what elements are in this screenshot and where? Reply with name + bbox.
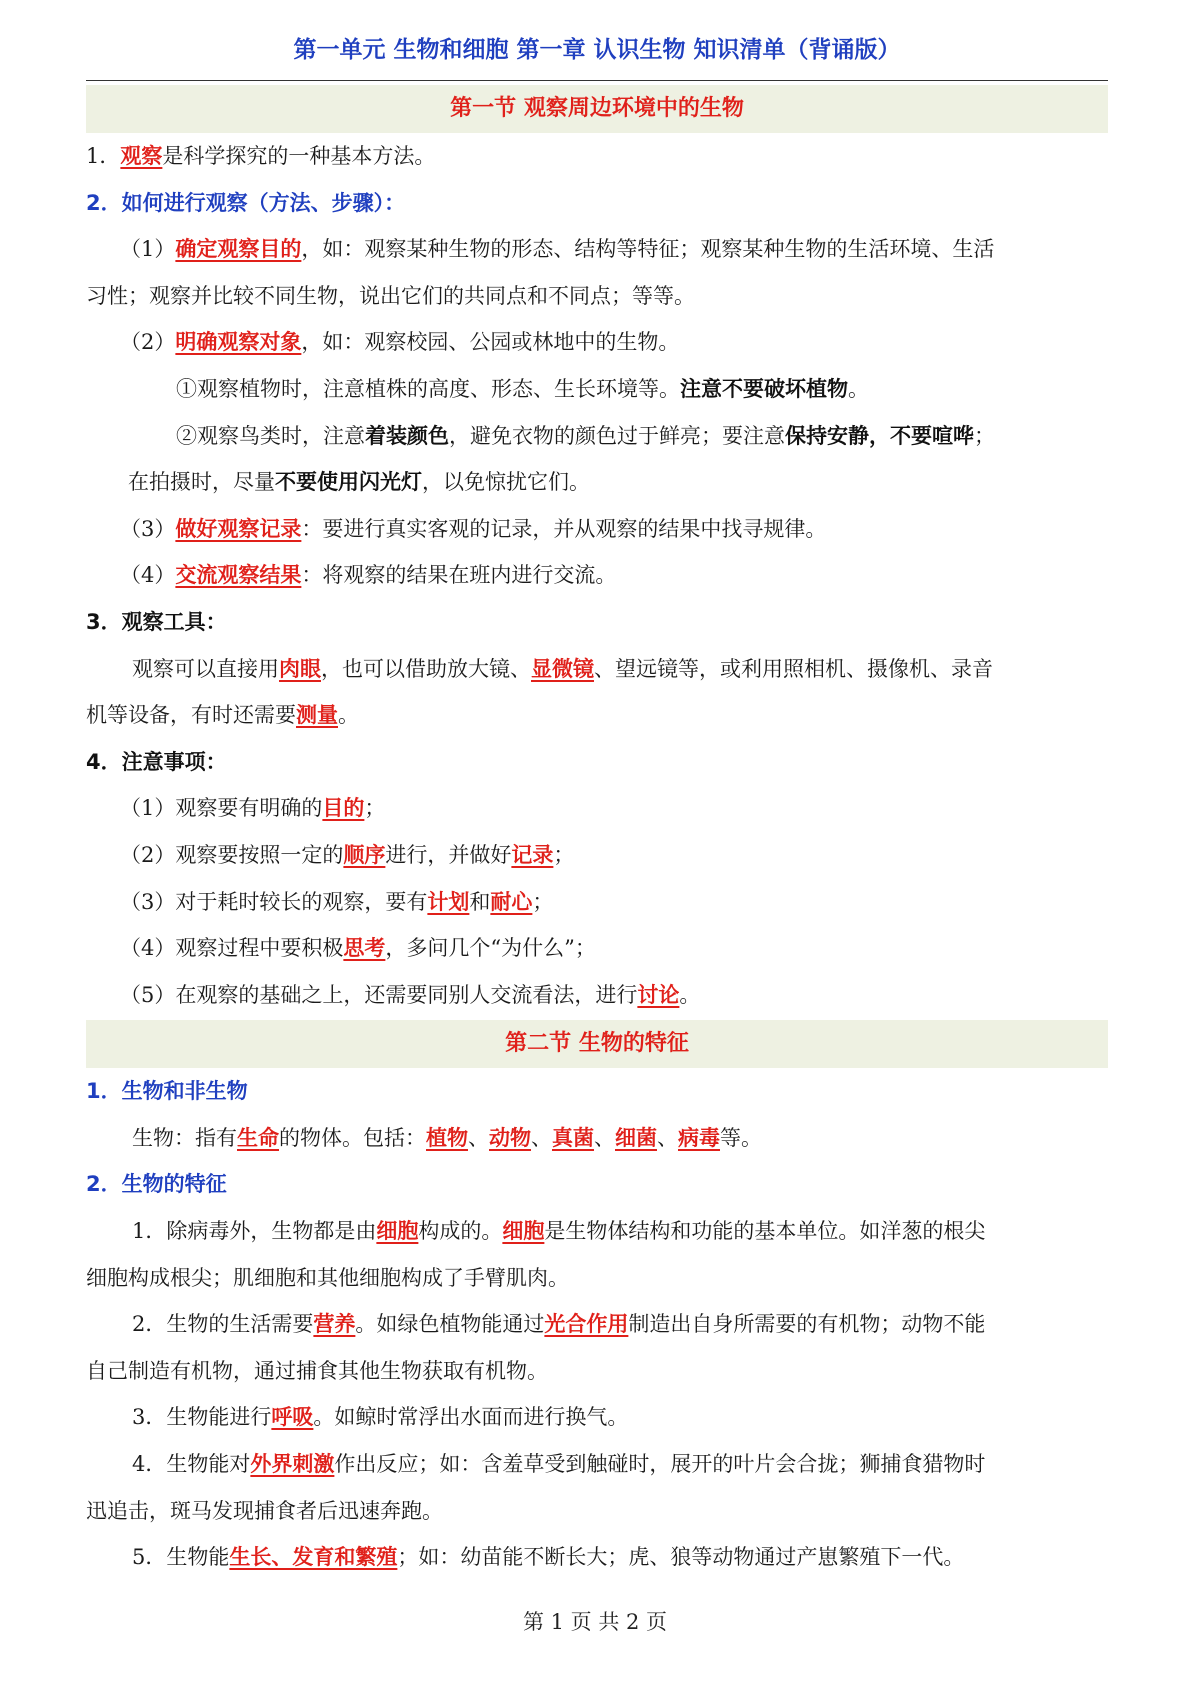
keyword: 光合作用 (544, 1311, 629, 1337)
item-number: （5） (120, 982, 176, 1007)
note-1 (86, 785, 1108, 832)
feature-2-continued: 自己制造有机物，通过捕食其他生物获取有机物。 (86, 1358, 548, 1383)
keyword: 做好观察记录 (175, 515, 302, 541)
text: 制造出自身所需要的有机物；动物不能 (628, 1312, 986, 1337)
keyword: 肉眼 (279, 655, 321, 681)
section-1-header: 第一节 观察周边环境中的生物 (86, 85, 1108, 133)
bold-text: 保持安静，不要喧哗 (785, 423, 974, 448)
text: 。如绿色植物能通过 (355, 1312, 545, 1337)
bold-text: 注意不要破坏植物 (680, 376, 848, 401)
text: 、望远镜等，或利用照相机、摄像机、录音 (594, 656, 993, 681)
step-2 (86, 319, 1108, 366)
text: 。 (338, 703, 359, 728)
text: 是生物体结构和功能的基本单位。如洋葱的根尖 (544, 1219, 986, 1244)
text: 生物：指有 (132, 1125, 237, 1150)
item-number: （1） (120, 237, 176, 262)
text: 是科学探究的一种基本方法。 (162, 144, 436, 168)
text: 。 (679, 982, 701, 1007)
keyword: 细菌 (615, 1124, 657, 1150)
text: 在观察的基础之上，还需要同别人交流看法，进行 (175, 982, 638, 1007)
document-title: 第一单元 生物和细胞 第一章 认识生物 知识清单（背诵版） (86, 0, 1108, 81)
text: ；如：幼苗能不断长大；虎、狼等动物通过产崽繁殖下一代。 (397, 1545, 965, 1570)
note-2 (86, 832, 1108, 879)
item-number: 1． (86, 144, 121, 168)
step-4 (86, 552, 1108, 599)
text: ：要进行真实客观的记录，并从观察的结果中找寻规律。 (301, 516, 827, 541)
item-number: （1） (120, 796, 176, 821)
text: ； (532, 889, 554, 914)
text: ①观察植物时，注意植株的高度、形态、生长环境等。 (176, 376, 680, 401)
paragraph-1 (86, 133, 1108, 180)
text: ； (553, 842, 575, 867)
keyword: 营养 (313, 1311, 356, 1337)
text: 的物体。包括： (279, 1125, 426, 1150)
separator: 、 (594, 1125, 615, 1150)
separator: 、 (468, 1125, 489, 1150)
bold-text: 不要使用闪光灯 (275, 470, 422, 495)
keyword: 细胞 (502, 1218, 545, 1244)
feature-1 (86, 1208, 1108, 1255)
feature-5 (86, 1534, 1108, 1581)
text: ，以免惊扰它们。 (422, 470, 590, 495)
keyword: 病毒 (678, 1124, 720, 1150)
keyword: 耐心 (490, 888, 533, 914)
keyword: 计划 (427, 888, 470, 914)
step-1-continued: 习性；观察并比较不同生物，说出它们的共同点和不同点；等等。 (86, 283, 695, 308)
section-2-header: 第二节 生物的特征 (86, 1020, 1108, 1068)
heading-how-to-observe: 2．如何进行观察（方法、步骤）： (86, 190, 406, 215)
text: ； (364, 796, 386, 821)
text: ，避免衣物的颜色过于鲜亮；要注意 (449, 423, 785, 448)
heading-notes: 4．注意事项： (86, 749, 227, 774)
feature-1-continued: 细胞构成根尖；肌细胞和其他细胞构成了手臂肌肉。 (86, 1265, 569, 1290)
text: ，如：观察某种生物的形态、结构等特征；观察某种生物的生活环境、生活 (301, 237, 995, 262)
keyword: 确定观察目的 (175, 236, 302, 262)
keyword: 观察 (120, 143, 163, 168)
keyword: 动物 (489, 1124, 531, 1150)
text: ②观察鸟类时，注意 (176, 423, 365, 448)
note-5 (86, 972, 1108, 1019)
separator: 、 (531, 1125, 552, 1150)
feature-3 (86, 1394, 1108, 1441)
text: 。如鲸时常浮出水面而进行换气。 (313, 1405, 629, 1430)
tools-paragraph-continued (86, 692, 1108, 739)
page-footer: 第 1 页 共 2 页 (522, 1610, 668, 1634)
text: 进行，并做好 (385, 842, 512, 867)
text: ； (974, 423, 995, 448)
heading-tools: 3．观察工具： (86, 609, 227, 634)
keyword: 明确观察对象 (175, 329, 302, 355)
keyword: 呼吸 (271, 1404, 314, 1430)
keyword: 生长、发育和繁殖 (229, 1544, 398, 1570)
text: ，如：观察校园、公园或林地中的生物。 (301, 330, 680, 355)
note-3 (86, 879, 1108, 926)
text: 1．除病毒外，生物都是由 (132, 1219, 377, 1244)
text: 4．生物能对 (132, 1452, 251, 1477)
text: 5．生物能 (132, 1545, 230, 1570)
text: 观察可以直接用 (132, 656, 279, 681)
keyword: 记录 (511, 841, 554, 867)
keyword: 交流观察结果 (175, 562, 302, 588)
step-2-birds (86, 413, 1108, 460)
text: 观察要按照一定的 (175, 842, 344, 867)
feature-4-continued: 迅追击，斑马发现捕食者后迅速奔跑。 (86, 1498, 443, 1523)
text: ，也可以借助放大镜、 (321, 656, 531, 681)
heading-living-nonliving: 1．生物和非生物 (86, 1079, 248, 1104)
keyword: 植物 (426, 1124, 468, 1150)
item-number: （2） (120, 330, 176, 355)
step-1 (86, 226, 1108, 273)
item-number: （4） (120, 936, 176, 961)
keyword: 显微镜 (531, 655, 594, 681)
keyword: 思考 (343, 935, 386, 961)
text: 观察要有明确的 (175, 796, 323, 821)
text: ，多问几个“为什么”； (385, 936, 596, 961)
heading-features: 2．生物的特征 (86, 1172, 227, 1197)
text: ：将观察的结果在班内进行交流。 (301, 563, 617, 588)
feature-2 (86, 1301, 1108, 1348)
text: 机等设备，有时还需要 (86, 703, 296, 728)
keyword: 目的 (322, 795, 365, 821)
item-number: （4） (120, 563, 176, 588)
item-number: （2） (120, 842, 176, 867)
keyword: 外界刺激 (250, 1451, 335, 1477)
text: 和 (469, 889, 491, 914)
text: 3．生物能进行 (132, 1405, 272, 1430)
step-2-plants (86, 366, 1108, 413)
text: 在拍摄时，尽量 (128, 470, 275, 495)
tools-paragraph (86, 646, 1108, 693)
item-number: （3） (120, 889, 176, 914)
keyword: 讨论 (637, 981, 680, 1007)
page (86, 0, 1108, 1581)
keyword: 真菌 (552, 1124, 594, 1150)
keyword: 顺序 (343, 841, 386, 867)
text: 等。 (720, 1125, 762, 1150)
step-3 (86, 506, 1108, 553)
keyword: 生命 (237, 1124, 279, 1150)
step-2-photography (86, 459, 1108, 506)
bold-text: 着装颜色 (365, 423, 449, 448)
text: 观察过程中要积极 (175, 936, 344, 961)
note-4 (86, 925, 1108, 972)
feature-4 (86, 1441, 1108, 1488)
text: 构成的。 (418, 1219, 503, 1244)
separator: 、 (657, 1125, 678, 1150)
living-definition (86, 1115, 1108, 1162)
keyword: 细胞 (376, 1218, 419, 1244)
text: 。 (848, 376, 869, 401)
item-number: （3） (120, 516, 176, 541)
keyword: 测量 (296, 702, 338, 728)
text: 作出反应；如：含羞草受到触碰时，展开的叶片会合拢；狮捕食猎物时 (334, 1452, 986, 1477)
text: 对于耗时较长的观察，要有 (175, 889, 428, 914)
text: 2．生物的生活需要 (132, 1312, 314, 1337)
